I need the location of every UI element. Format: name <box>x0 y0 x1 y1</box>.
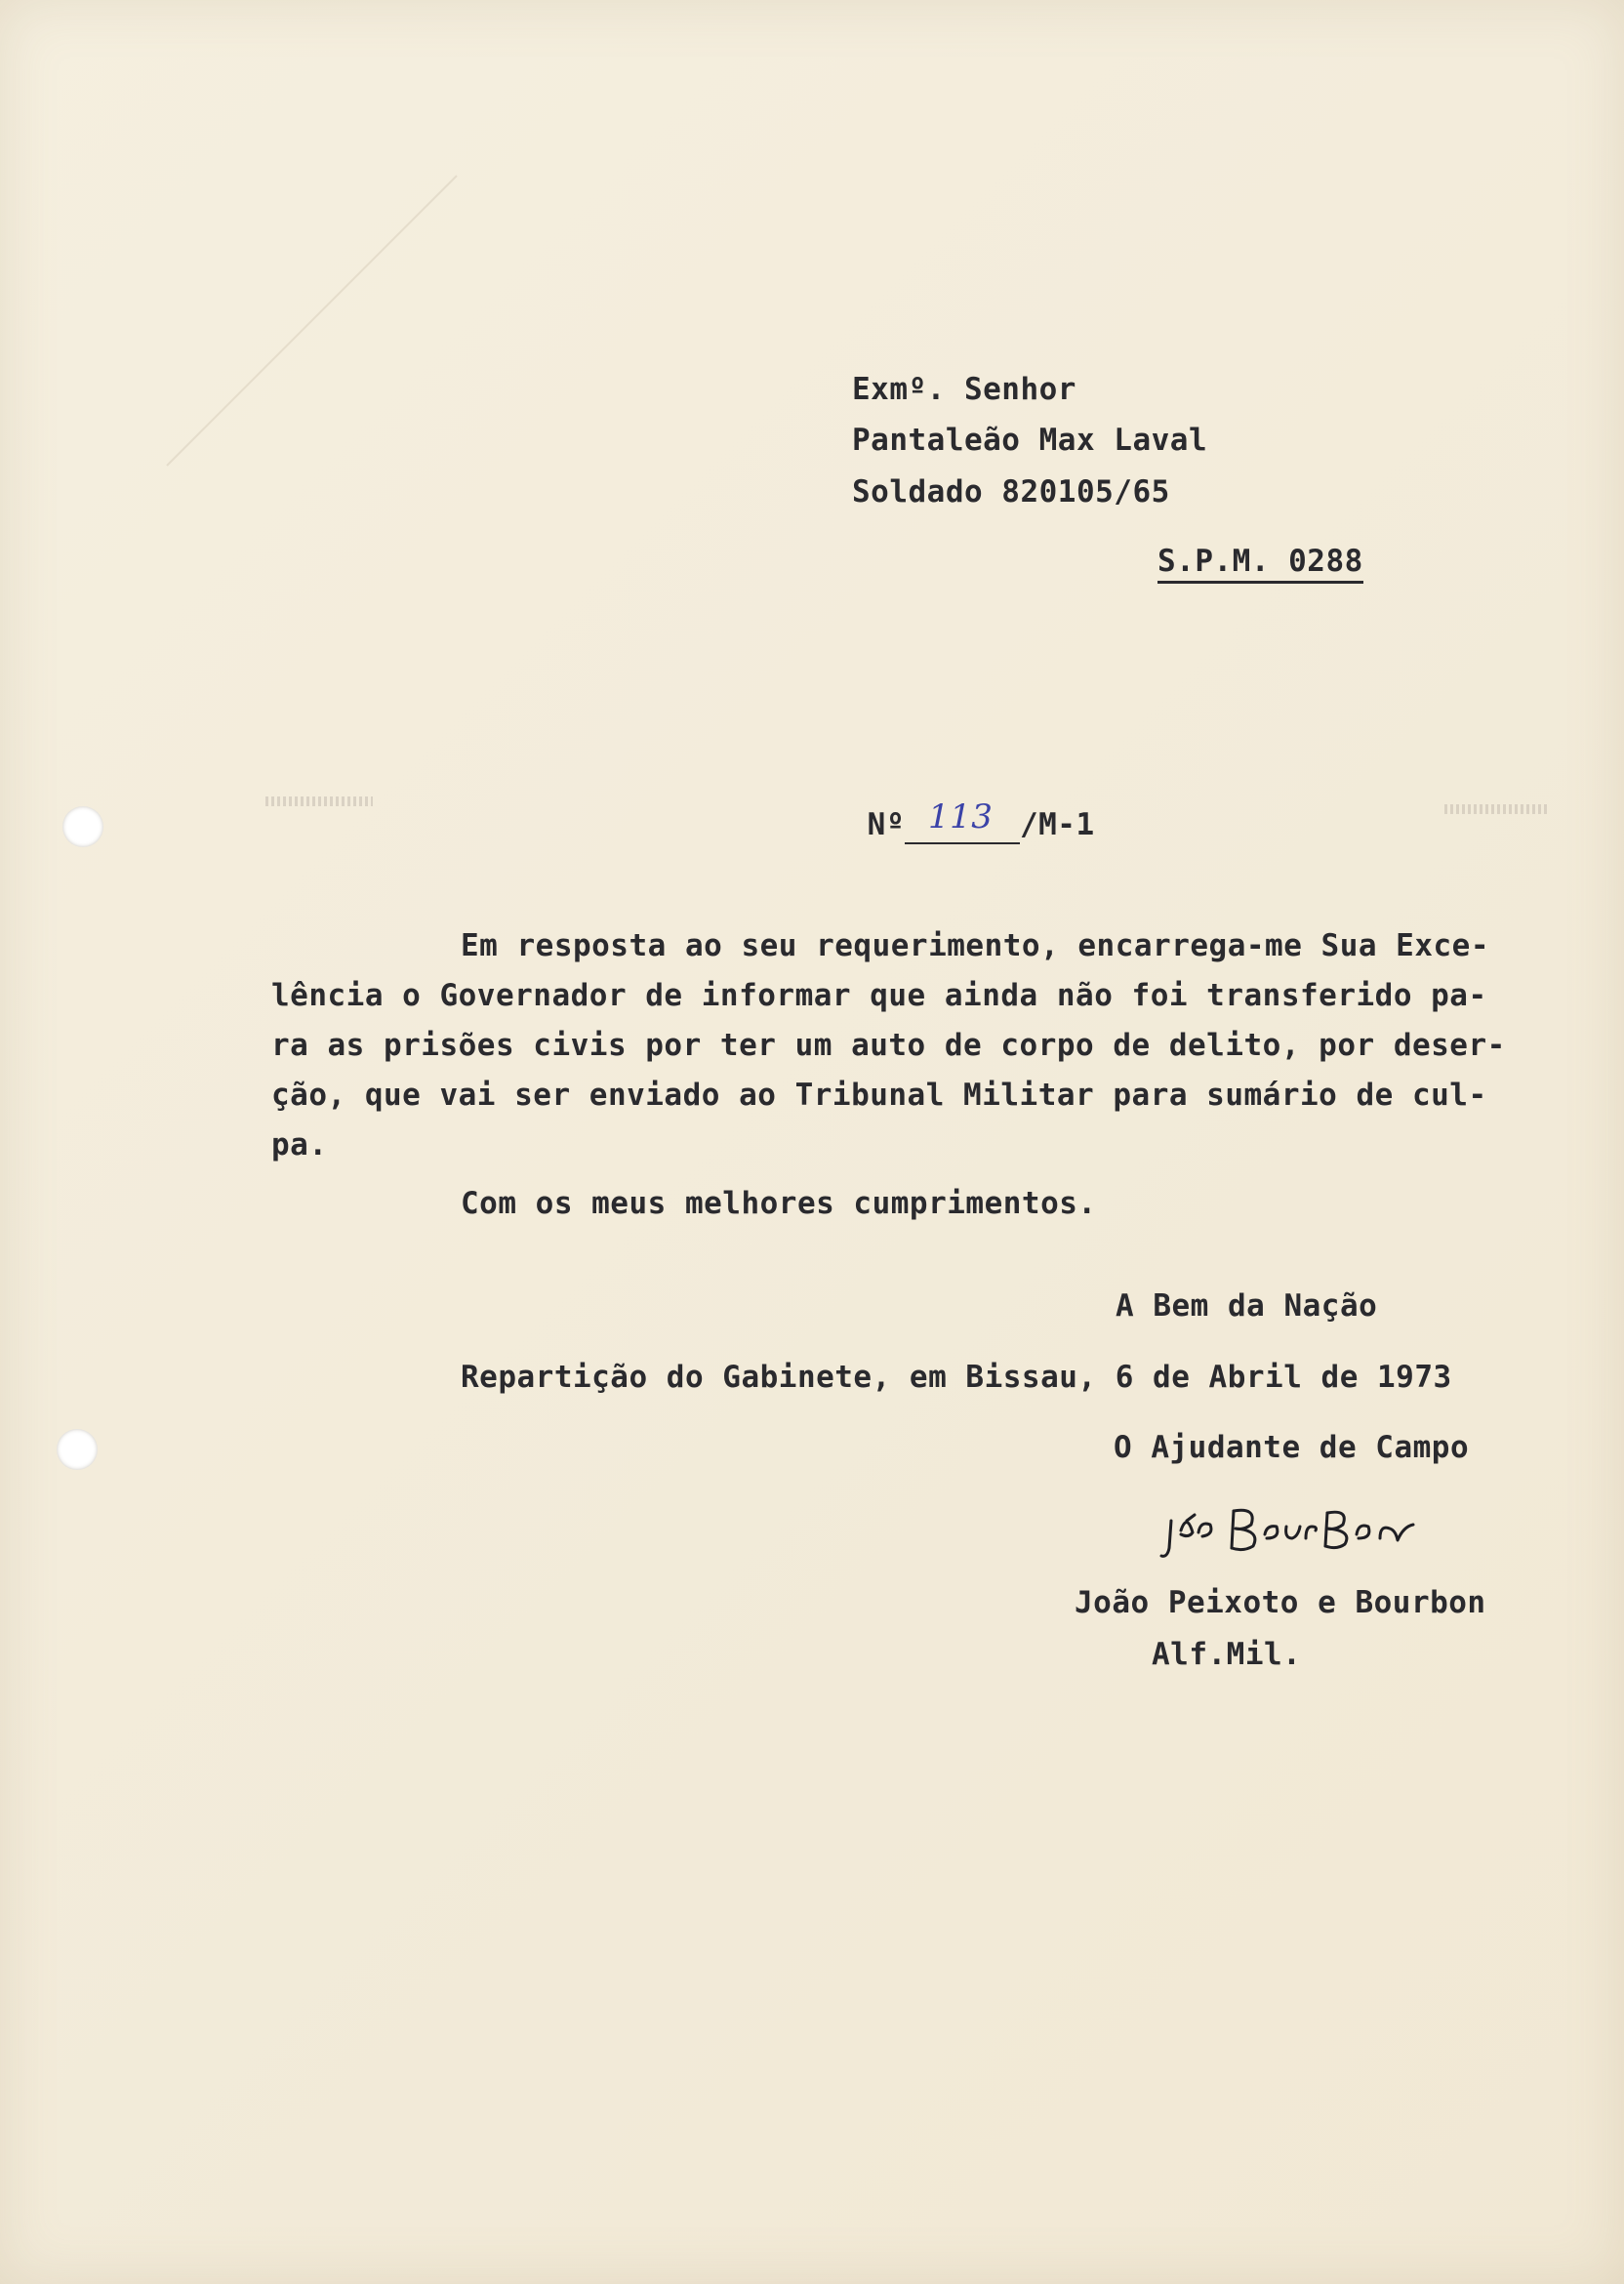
paper-fold <box>0 0 458 467</box>
signatory-name: João Peixoto e Bourbon <box>1075 1585 1486 1620</box>
closing-role: O Ajudante de Campo <box>1114 1430 1470 1465</box>
reference-blank <box>905 797 1020 844</box>
handwritten-reference-number: 113 <box>927 797 994 836</box>
body-line-4: ção, que vai ser enviado ao Tribunal Militar para sumário de cul- <box>271 1078 1487 1113</box>
body-line-2: lência o Governador de informar que ainda não foi transferido pa- <box>271 978 1487 1013</box>
paper-smudge-left <box>265 796 373 806</box>
recipient-salutation: Exmº. Senhor <box>852 372 1076 407</box>
signatory-rank: Alf.Mil. <box>1152 1637 1302 1672</box>
handwritten-signature <box>1159 1491 1423 1573</box>
recipient-rank: Soldado 820105/65 <box>852 474 1170 510</box>
punch-hole-top <box>62 806 103 847</box>
closing-place-date: Repartição do Gabinete, em Bissau, 6 de Abril de 1973 <box>461 1360 1452 1395</box>
body-line-3: ra as prisões civis por ter um auto de corpo de delito, por deser- <box>271 1028 1506 1063</box>
punch-hole-bottom <box>57 1429 98 1470</box>
reference-suffix: /M-1 <box>1019 807 1095 842</box>
body-greeting: Com os meus melhores cumprimentos. <box>461 1186 1097 1221</box>
reference-number <box>792 772 1095 879</box>
recipient-spm: S.P.M. 0288 <box>1157 544 1363 584</box>
body-line-5: pa. <box>271 1127 328 1162</box>
body-line-1: Em resposta ao seu requerimento, encarrega-me Sua Exce- <box>461 928 1489 963</box>
paper-smudge-right <box>1444 804 1548 814</box>
closing-motto: A Bem da Nação <box>1116 1288 1378 1324</box>
recipient-name: Pantaleão Max Laval <box>852 423 1208 458</box>
reference-prefix: Nº <box>867 807 905 842</box>
